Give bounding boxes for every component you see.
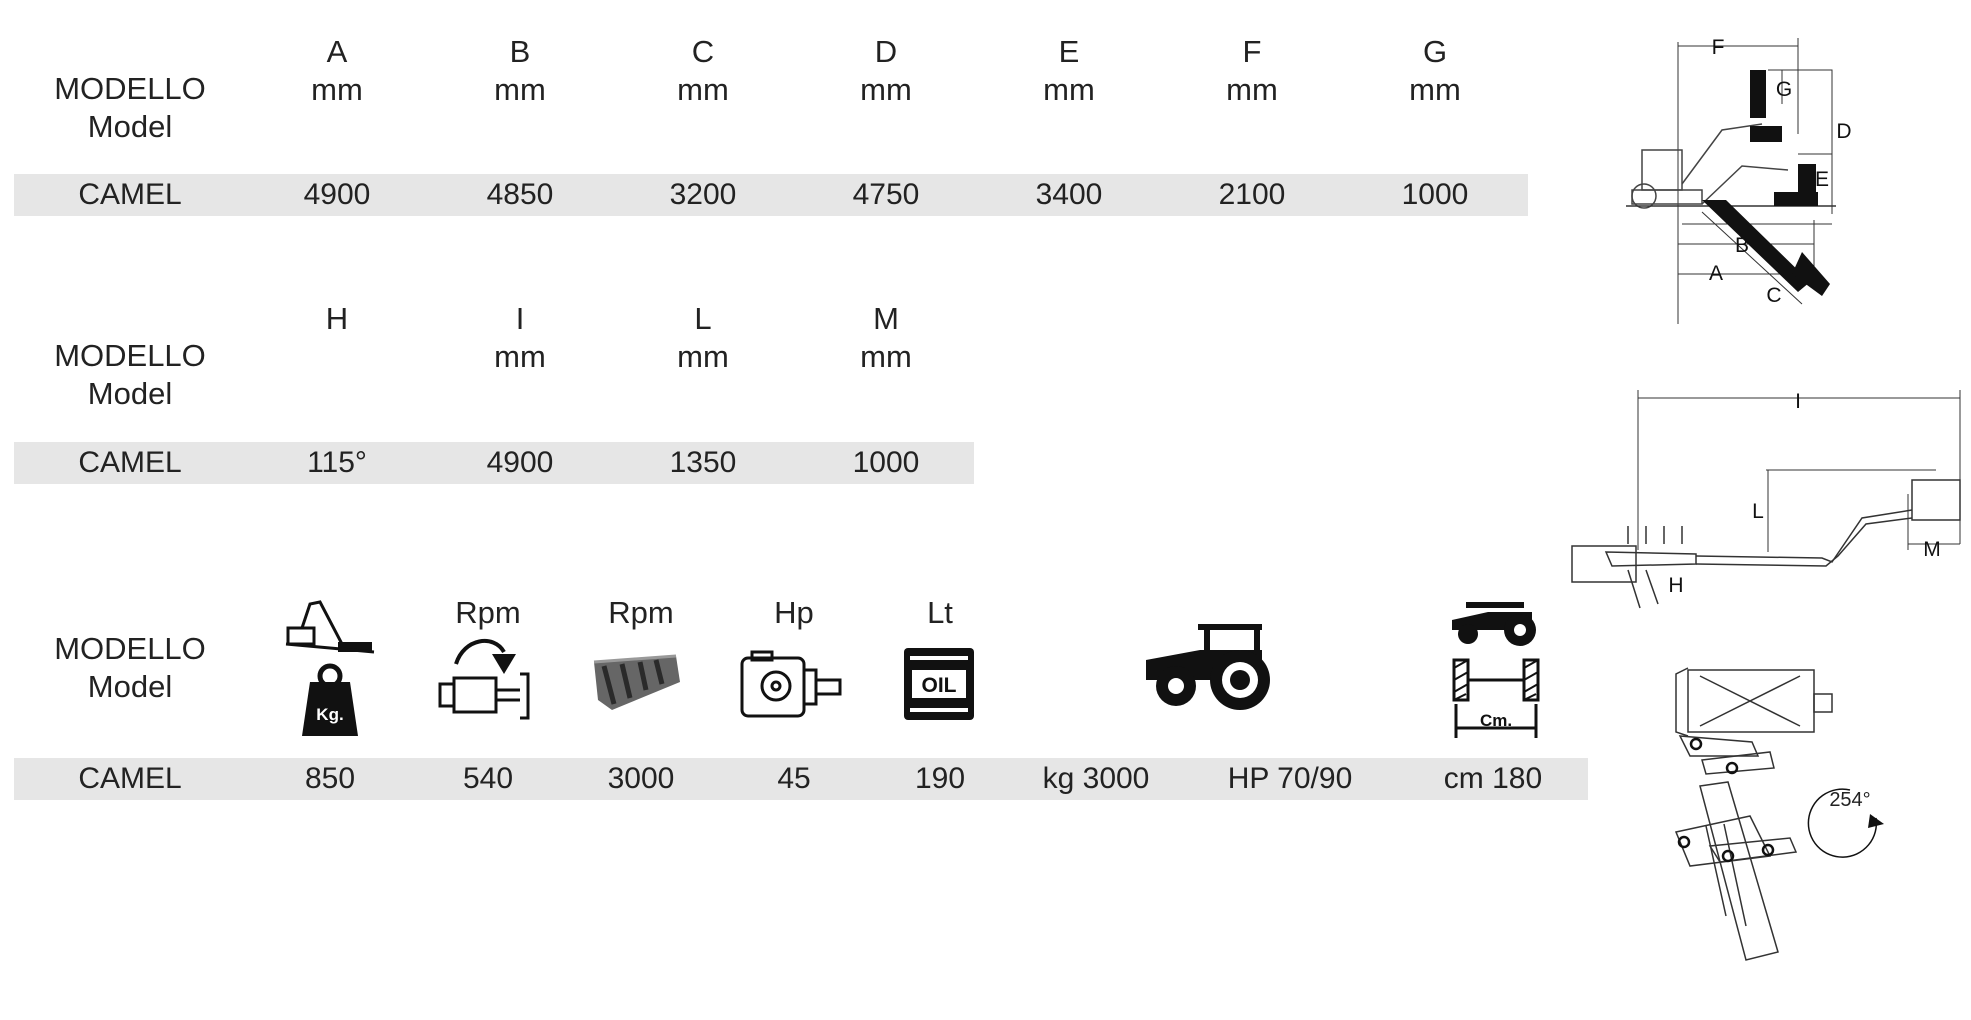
pto-shaft-icon	[436, 628, 536, 722]
table2-cell-h: 115°	[307, 446, 367, 479]
col-letter: C	[691, 34, 715, 69]
col-letter: A	[326, 34, 348, 69]
col-letter: L	[694, 301, 712, 336]
rotor-icon	[590, 652, 682, 714]
dim-h-label: H	[1668, 574, 1684, 597]
table3-cell-oil: 190	[914, 762, 966, 795]
table3-model-header	[30, 630, 230, 706]
table1-col-e	[1009, 33, 1129, 109]
table2-model-header	[30, 337, 230, 413]
table3-col-label-pto: Rpm	[455, 595, 521, 630]
dim-e-label: E	[1814, 168, 1830, 191]
weight-icon	[282, 598, 378, 738]
table1-cell-a: 4900	[303, 178, 371, 211]
model-label-en: Model	[87, 669, 173, 704]
dim-l-label: L	[1752, 500, 1764, 523]
dim-d-label: D	[1836, 120, 1852, 143]
model-label-it: MODELLO	[54, 338, 206, 373]
dim-a-label: A	[1708, 262, 1724, 285]
table3-col-label-oil: Lt	[927, 595, 953, 630]
col-unit: mm	[677, 72, 729, 107]
table2-col-h	[277, 300, 397, 338]
col-letter: F	[1242, 34, 1262, 69]
col-unit: mm	[311, 72, 363, 107]
dim-f-label: F	[1711, 36, 1725, 59]
table3-col-label-pump: Hp	[774, 595, 814, 630]
dim-c-label: C	[1766, 284, 1782, 307]
rotation-angle-label: 254°	[1829, 789, 1871, 811]
oil-tank-icon	[902, 646, 976, 722]
model-label-en: Model	[87, 109, 173, 144]
model-label-en: Model	[87, 376, 173, 411]
col-unit: mm	[677, 339, 729, 374]
model-label-it: MODELLO	[54, 71, 206, 106]
table2-cell-m: 1000	[852, 446, 920, 479]
col-unit: mm	[860, 72, 912, 107]
table1-cell-b: 4850	[486, 178, 554, 211]
col-letter: E	[1058, 34, 1080, 69]
dim-i-label: I	[1795, 390, 1801, 413]
col-letter: H	[325, 301, 349, 336]
table1-cell-e: 3400	[1035, 178, 1103, 211]
col-letter: B	[509, 34, 531, 69]
rotation-diagram	[1670, 656, 1920, 986]
col-unit: mm	[1043, 72, 1095, 107]
table3-cell-track-width: cm 180	[1443, 762, 1543, 795]
track-width-icon	[1448, 596, 1548, 740]
table3-cell-rotor-rpm: 3000	[607, 762, 675, 795]
col-letter: M	[873, 301, 899, 336]
table1-cell-f: 2100	[1218, 178, 1286, 211]
table3-cell-tractor-weight: kg 3000	[1042, 762, 1150, 795]
table1-col-c	[643, 33, 763, 109]
table3-cell-pto-rpm: 540	[462, 762, 514, 795]
table1-col-b	[460, 33, 580, 109]
weight-icon-label: Kg.	[316, 705, 344, 724]
table2-cell-i: 4900	[486, 446, 554, 479]
table1-model-cell: CAMEL	[78, 178, 182, 211]
table2-model-cell: CAMEL	[78, 446, 182, 479]
table3-cell-weight: 850	[304, 762, 356, 795]
col-unit: mm	[494, 339, 546, 374]
dimension-diagram-side-view	[1622, 34, 1852, 330]
table1-cell-c: 3200	[669, 178, 737, 211]
table1-col-g	[1375, 33, 1495, 109]
col-unit: mm	[1226, 72, 1278, 107]
table3-col-label-rotor: Rpm	[608, 595, 674, 630]
dim-b-label: B	[1734, 234, 1750, 257]
tractor-icon	[1140, 620, 1272, 710]
table1-col-d	[826, 33, 946, 109]
col-letter: G	[1422, 34, 1448, 69]
col-unit: mm	[860, 339, 912, 374]
table1-col-a	[277, 33, 397, 109]
table1-model-header	[30, 70, 230, 146]
dim-m-label: M	[1923, 538, 1941, 561]
col-unit: mm	[494, 72, 546, 107]
model-label-it: MODELLO	[54, 631, 206, 666]
table2-col-i	[460, 300, 580, 376]
table2-col-m	[826, 300, 946, 376]
table1-cell-d: 4750	[852, 178, 920, 211]
track-width-label: Cm.	[1479, 711, 1513, 730]
dimension-diagram-plan-view	[1566, 384, 1966, 616]
table1-col-f	[1192, 33, 1312, 109]
hydraulic-pump-icon	[738, 650, 846, 722]
oil-icon-label: OIL	[921, 674, 957, 697]
col-unit: mm	[1409, 72, 1461, 107]
col-letter: I	[515, 301, 525, 336]
table1-cell-g: 1000	[1401, 178, 1469, 211]
dim-g-label: G	[1775, 78, 1793, 101]
table3-cell-hp: 45	[777, 762, 811, 795]
table2-col-l	[643, 300, 763, 376]
table3-cell-tractor-hp: HP 70/90	[1227, 762, 1353, 795]
col-letter: D	[874, 34, 898, 69]
table2-cell-l: 1350	[669, 446, 737, 479]
table3-model-cell: CAMEL	[78, 762, 182, 795]
